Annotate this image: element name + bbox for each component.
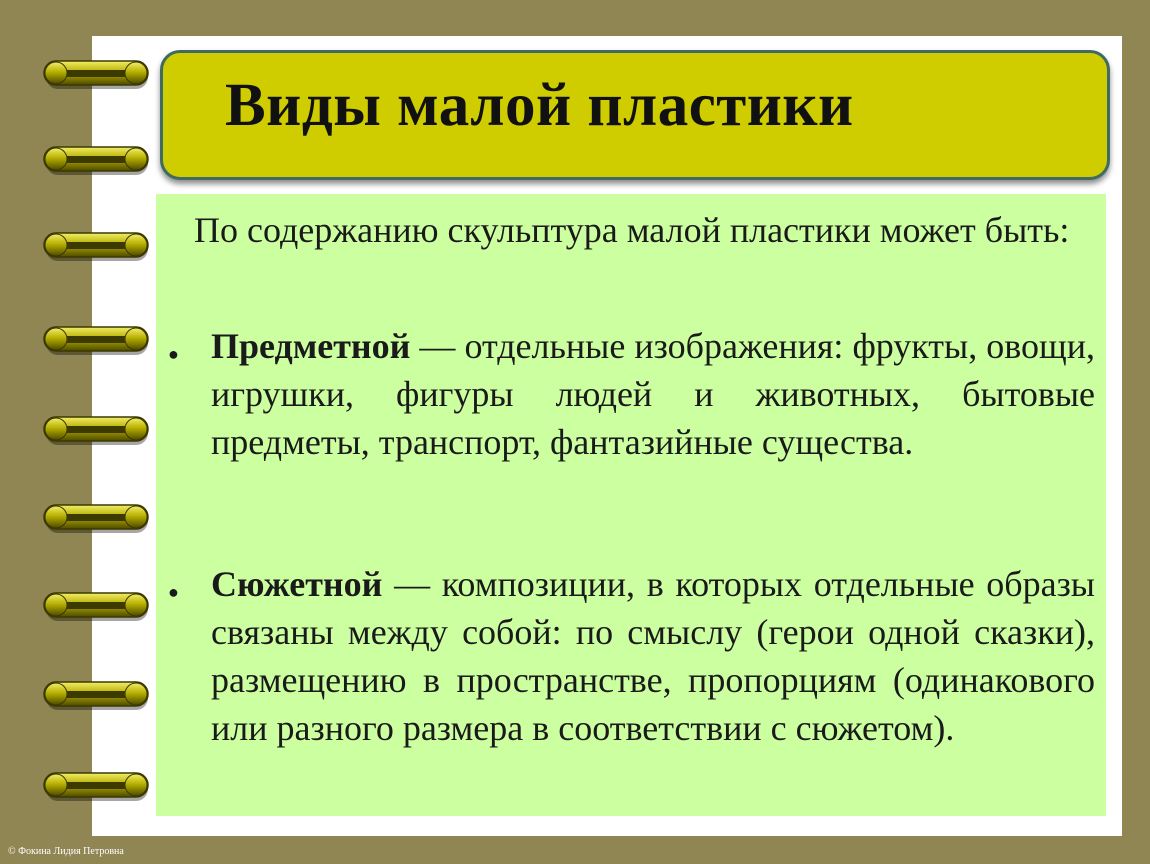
intro-text: По содержанию скульптура малой пластики может быть: [194, 210, 1070, 250]
list-item-text: — композиции, в которых отдельные образы связаны между собой: по смыслу (герои одной сказки), размещению в пространстве, пропорциям (одинакового или разного размера в соответствии с сюжетом). [211, 564, 1095, 748]
bullet-icon: ● [168, 582, 179, 602]
spiral-binding-ring-icon [44, 682, 148, 710]
list-item [211, 322, 1095, 466]
spiral-binding-ring-icon [44, 147, 148, 175]
spiral-binding-ring-icon [44, 505, 148, 533]
spiral-binding-ring-icon [44, 327, 148, 355]
list-item [211, 560, 1095, 752]
spiral-binding-ring-icon [44, 417, 148, 445]
spiral-binding [0, 0, 170, 864]
list-item-term: Предметной [211, 326, 411, 366]
spiral-binding-ring-icon [44, 233, 148, 261]
bullet-icon: ● [168, 344, 179, 364]
content-panel [156, 194, 1106, 816]
copyright-credit: © Фокина Лидия Петровна [8, 846, 124, 857]
list-item-term: Сюжетной [211, 564, 383, 604]
title-banner [160, 50, 1110, 180]
spiral-binding-ring-icon [44, 773, 148, 801]
spiral-binding-ring-icon [44, 61, 148, 89]
list-item-text: — отдельные изображения: фрукты, овощи, игрушки, фигуры людей и животных, бытовые предметы, транспорт, фантазийные существа. [211, 326, 1095, 462]
spiral-binding-ring-icon [44, 593, 148, 621]
page-title: Виды малой пластики [225, 72, 854, 139]
